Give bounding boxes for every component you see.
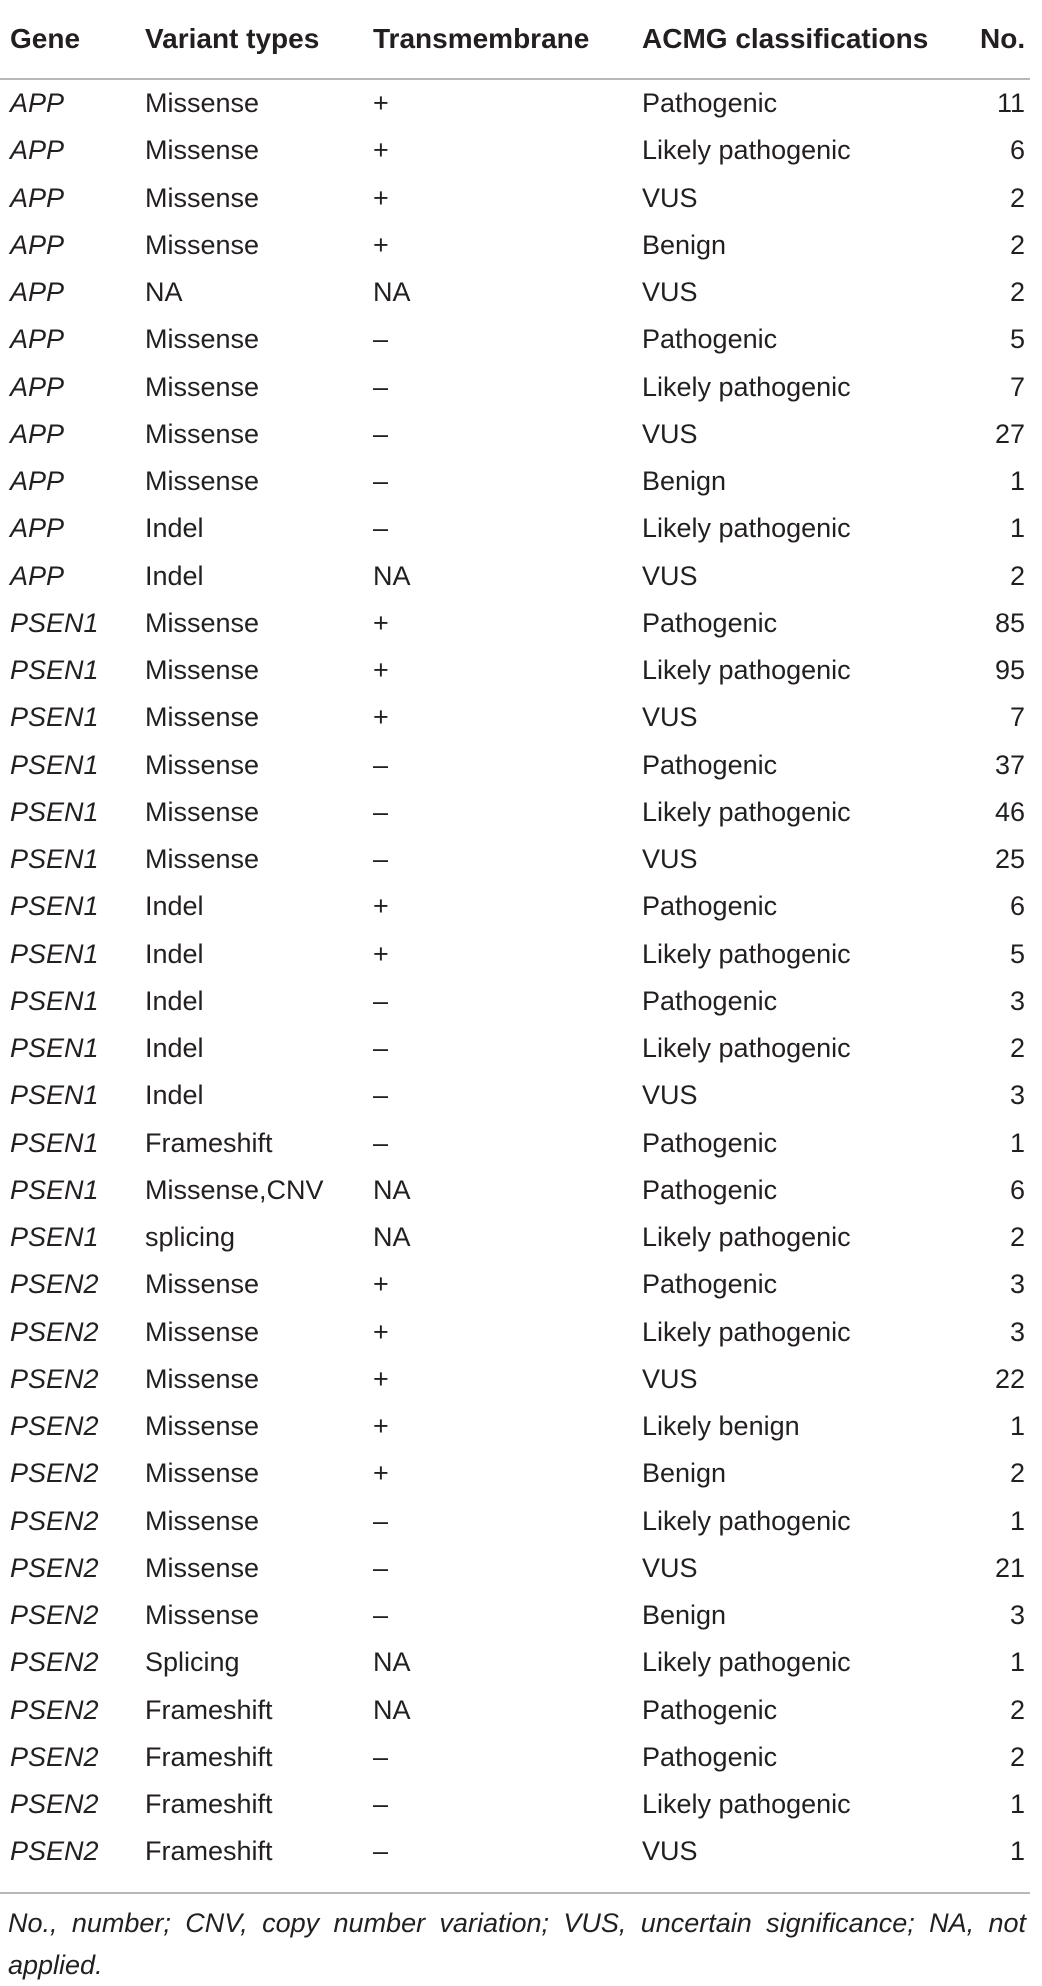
cell-variant-type: Missense xyxy=(145,1505,260,1536)
cell-acmg: VUS xyxy=(642,182,698,213)
table-row xyxy=(0,222,1030,269)
table-row xyxy=(0,553,1030,600)
table-row xyxy=(0,458,1030,505)
cell-variant-type: Frameshift xyxy=(145,1836,273,1867)
cell-transmembrane: – xyxy=(373,466,389,497)
cell-transmembrane: + xyxy=(373,655,389,686)
cell-number: 95 xyxy=(994,655,1025,686)
table-row xyxy=(0,883,1030,930)
cell-gene: PSEN2 xyxy=(10,1552,99,1583)
cell-variant-type: Missense xyxy=(145,607,260,638)
table-row xyxy=(0,364,1030,411)
cell-number: 6 xyxy=(1009,1174,1025,1205)
cell-number: 85 xyxy=(994,607,1025,638)
table-row xyxy=(0,316,1030,363)
cell-number: 1 xyxy=(1009,1789,1025,1820)
cell-gene: PSEN2 xyxy=(10,1411,99,1442)
cell-variant-type: Missense xyxy=(145,796,260,827)
cell-gene: PSEN2 xyxy=(10,1269,99,1300)
cell-transmembrane: + xyxy=(373,1411,389,1442)
cell-number: 1 xyxy=(1009,1411,1025,1442)
cell-acmg: VUS xyxy=(642,1080,698,1111)
cell-gene: PSEN2 xyxy=(10,1505,99,1536)
table-row xyxy=(0,1781,1030,1828)
table-bottom-rule xyxy=(0,1892,1030,1894)
cell-transmembrane: – xyxy=(373,844,389,875)
cell-number: 3 xyxy=(1009,1600,1025,1631)
cell-variant-type: splicing xyxy=(145,1222,236,1253)
table-row xyxy=(0,931,1030,978)
cell-transmembrane: – xyxy=(373,1033,389,1064)
cell-gene: PSEN2 xyxy=(10,1741,99,1772)
cell-transmembrane: + xyxy=(373,938,389,969)
cell-variant-type: NA xyxy=(145,277,183,308)
cell-number: 2 xyxy=(1009,1694,1025,1725)
cell-transmembrane: + xyxy=(373,135,389,166)
cell-variant-type: Missense xyxy=(145,182,260,213)
table-row xyxy=(0,1025,1030,1072)
cell-transmembrane: – xyxy=(373,1080,389,1111)
cell-variant-type: Missense xyxy=(145,702,260,733)
cell-gene: PSEN1 xyxy=(10,1174,99,1205)
table-row xyxy=(0,1498,1030,1545)
cell-gene: PSEN1 xyxy=(10,607,99,638)
cell-acmg: VUS xyxy=(642,844,698,875)
table-row xyxy=(0,127,1030,174)
cell-transmembrane: – xyxy=(373,1505,389,1536)
cell-acmg: Pathogenic xyxy=(642,607,778,638)
cell-gene: APP xyxy=(10,135,65,166)
table-row xyxy=(0,175,1030,222)
cell-acmg: Pathogenic xyxy=(642,324,778,355)
cell-variant-type: Missense xyxy=(145,655,260,686)
cell-variant-type: Missense xyxy=(145,324,260,355)
cell-acmg: VUS xyxy=(642,560,698,591)
cell-acmg: Likely pathogenic xyxy=(642,1505,851,1536)
cell-transmembrane: + xyxy=(373,1458,389,1489)
cell-acmg: Benign xyxy=(642,1458,727,1489)
cell-acmg: Likely pathogenic xyxy=(642,371,851,402)
cell-transmembrane: – xyxy=(373,1552,389,1583)
cell-transmembrane: + xyxy=(373,182,389,213)
cell-acmg: VUS xyxy=(642,277,698,308)
table-row xyxy=(0,505,1030,552)
cell-variant-type: Missense xyxy=(145,1269,260,1300)
header-row xyxy=(0,0,1030,79)
cell-acmg: Likely benign xyxy=(642,1411,800,1442)
cell-number: 1 xyxy=(1009,513,1025,544)
cell-acmg: Likely pathogenic xyxy=(642,1033,851,1064)
cell-acmg: VUS xyxy=(642,1836,698,1867)
cell-gene: PSEN2 xyxy=(10,1316,99,1347)
cell-acmg: Pathogenic xyxy=(642,1269,778,1300)
cell-gene: PSEN1 xyxy=(10,985,99,1016)
cell-transmembrane: NA xyxy=(373,277,411,308)
cell-transmembrane: – xyxy=(373,749,389,780)
cell-gene: PSEN2 xyxy=(10,1647,99,1678)
cell-acmg: Likely pathogenic xyxy=(642,938,851,969)
cell-acmg: Likely pathogenic xyxy=(642,1647,851,1678)
cell-gene: PSEN2 xyxy=(10,1694,99,1725)
cell-gene: APP xyxy=(10,182,65,213)
cell-gene: PSEN1 xyxy=(10,796,99,827)
cell-number: 3 xyxy=(1009,985,1025,1016)
table-row xyxy=(0,1450,1030,1497)
cell-variant-type: Missense xyxy=(145,1552,260,1583)
table-row xyxy=(0,694,1030,741)
table-row xyxy=(0,1734,1030,1781)
cell-variant-type: Missense,CNV xyxy=(145,1174,324,1205)
cell-acmg: Likely pathogenic xyxy=(642,1222,851,1253)
table-row xyxy=(0,269,1030,316)
cell-variant-type: Indel xyxy=(145,1080,204,1111)
cell-acmg: Pathogenic xyxy=(642,1694,778,1725)
cell-number: 6 xyxy=(1009,135,1025,166)
cell-variant-type: Indel xyxy=(145,560,204,591)
cell-transmembrane: – xyxy=(373,1600,389,1631)
cell-transmembrane: NA xyxy=(373,1647,411,1678)
table-body xyxy=(0,79,1030,1876)
header-variant-type: Variant types xyxy=(135,0,363,79)
cell-variant-type: Missense xyxy=(145,1411,260,1442)
cell-number: 1 xyxy=(1009,1505,1025,1536)
cell-acmg: Likely pathogenic xyxy=(642,1789,851,1820)
cell-gene: PSEN1 xyxy=(10,1222,99,1253)
cell-acmg: Likely pathogenic xyxy=(642,655,851,686)
cell-number: 1 xyxy=(1009,466,1025,497)
table-row xyxy=(0,1639,1030,1686)
cell-gene: PSEN1 xyxy=(10,938,99,969)
cell-number: 1 xyxy=(1009,1836,1025,1867)
cell-acmg: Pathogenic xyxy=(642,88,778,119)
cell-variant-type: Missense xyxy=(145,418,260,449)
cell-number: 2 xyxy=(1009,1741,1025,1772)
cell-transmembrane: + xyxy=(373,1363,389,1394)
cell-acmg: VUS xyxy=(642,418,698,449)
cell-transmembrane: + xyxy=(373,702,389,733)
cell-transmembrane: + xyxy=(373,229,389,260)
cell-gene: PSEN1 xyxy=(10,655,99,686)
header-gene: Gene xyxy=(0,0,135,79)
table-row xyxy=(0,742,1030,789)
cell-acmg: Likely pathogenic xyxy=(642,1316,851,1347)
table-row xyxy=(0,978,1030,1025)
cell-transmembrane: NA xyxy=(373,560,411,591)
cell-acmg: VUS xyxy=(642,1552,698,1583)
table-row xyxy=(0,1828,1030,1875)
cell-gene: PSEN2 xyxy=(10,1363,99,1394)
cell-transmembrane: – xyxy=(373,324,389,355)
cell-acmg: Benign xyxy=(642,1600,727,1631)
cell-number: 5 xyxy=(1009,324,1025,355)
cell-acmg: Pathogenic xyxy=(642,1127,778,1158)
cell-gene: PSEN1 xyxy=(10,1080,99,1111)
cell-transmembrane: – xyxy=(373,985,389,1016)
cell-gene: APP xyxy=(10,418,65,449)
cell-number: 22 xyxy=(994,1363,1025,1394)
cell-variant-type: Missense xyxy=(145,135,260,166)
table-row xyxy=(0,1309,1030,1356)
cell-transmembrane: + xyxy=(373,891,389,922)
table-footnote: No., number; CNV, copy number variation; VUS, uncertain significance; NA, not applied. xyxy=(8,1908,1026,1980)
table-row xyxy=(0,836,1030,883)
table-row xyxy=(0,1687,1030,1734)
cell-gene: PSEN2 xyxy=(10,1789,99,1820)
cell-variant-type: Missense xyxy=(145,749,260,780)
header-acmg: ACMG classifications xyxy=(632,0,980,79)
cell-number: 2 xyxy=(1009,560,1025,591)
cell-variant-type: Frameshift xyxy=(145,1127,273,1158)
cell-acmg: Pathogenic xyxy=(642,985,778,1016)
cell-variant-type: Missense xyxy=(145,466,260,497)
cell-number: 37 xyxy=(994,749,1025,780)
cell-number: 2 xyxy=(1009,229,1025,260)
table-row xyxy=(0,1356,1030,1403)
cell-number: 46 xyxy=(994,796,1025,827)
cell-variant-type: Missense xyxy=(145,88,260,119)
table-row xyxy=(0,1167,1030,1214)
cell-gene: PSEN1 xyxy=(10,702,99,733)
cell-number: 3 xyxy=(1009,1080,1025,1111)
table-row xyxy=(0,1214,1030,1261)
cell-transmembrane: – xyxy=(373,1127,389,1158)
cell-variant-type: Missense xyxy=(145,1316,260,1347)
cell-variant-type: Indel xyxy=(145,985,204,1016)
cell-number: 2 xyxy=(1009,1458,1025,1489)
cell-number: 1 xyxy=(1009,1127,1025,1158)
cell-number: 11 xyxy=(996,88,1025,119)
cell-gene: PSEN1 xyxy=(10,844,99,875)
cell-transmembrane: – xyxy=(373,1789,389,1820)
table-row xyxy=(0,600,1030,647)
cell-variant-type: Indel xyxy=(145,1033,204,1064)
cell-acmg: VUS xyxy=(642,1363,698,1394)
cell-number: 21 xyxy=(994,1552,1025,1583)
cell-gene: APP xyxy=(10,324,65,355)
cell-number: 25 xyxy=(994,844,1025,875)
cell-number: 27 xyxy=(994,418,1025,449)
cell-acmg: VUS xyxy=(642,702,698,733)
cell-transmembrane: + xyxy=(373,607,389,638)
cell-number: 2 xyxy=(1009,182,1025,213)
cell-variant-type: Indel xyxy=(145,891,204,922)
cell-acmg: Likely pathogenic xyxy=(642,513,851,544)
table-row xyxy=(0,1120,1030,1167)
cell-number: 2 xyxy=(1009,1222,1025,1253)
cell-number: 3 xyxy=(1009,1316,1025,1347)
table-row xyxy=(0,1403,1030,1450)
table-row xyxy=(0,1592,1030,1639)
cell-number: 2 xyxy=(1009,1033,1025,1064)
cell-transmembrane: – xyxy=(373,513,389,544)
cell-acmg: Likely pathogenic xyxy=(642,796,851,827)
cell-variant-type: Indel xyxy=(145,938,204,969)
cell-transmembrane: – xyxy=(373,418,389,449)
cell-gene: PSEN1 xyxy=(10,749,99,780)
table-header xyxy=(0,0,1030,79)
table-row xyxy=(0,79,1030,127)
cell-number: 3 xyxy=(1009,1269,1025,1300)
cell-variant-type: Frameshift xyxy=(145,1741,273,1772)
table-row xyxy=(0,1072,1030,1119)
cell-gene: PSEN2 xyxy=(10,1600,99,1631)
cell-gene: APP xyxy=(10,466,65,497)
cell-gene: PSEN1 xyxy=(10,1033,99,1064)
cell-gene: PSEN2 xyxy=(10,1836,99,1867)
cell-variant-type: Missense xyxy=(145,229,260,260)
cell-acmg: Pathogenic xyxy=(642,891,778,922)
cell-number: 7 xyxy=(1009,371,1025,402)
cell-gene: APP xyxy=(10,513,65,544)
cell-transmembrane: – xyxy=(373,1741,389,1772)
cell-variant-type: Missense xyxy=(145,1363,260,1394)
cell-variant-type: Missense xyxy=(145,844,260,875)
cell-transmembrane: NA xyxy=(373,1694,411,1725)
cell-acmg: Benign xyxy=(642,466,727,497)
cell-acmg: Pathogenic xyxy=(642,749,778,780)
cell-number: 2 xyxy=(1009,277,1025,308)
table-row xyxy=(0,1545,1030,1592)
cell-gene: APP xyxy=(10,88,65,119)
cell-variant-type: Frameshift xyxy=(145,1789,273,1820)
cell-variant-type: Missense xyxy=(145,1600,260,1631)
cell-transmembrane: – xyxy=(373,371,389,402)
cell-number: 1 xyxy=(1009,1647,1025,1678)
cell-variant-type: Splicing xyxy=(145,1647,240,1678)
table-row xyxy=(0,411,1030,458)
cell-transmembrane: – xyxy=(373,796,389,827)
header-number: No. xyxy=(980,0,1030,79)
cell-transmembrane: + xyxy=(373,1269,389,1300)
cell-variant-type: Indel xyxy=(145,513,204,544)
cell-gene: APP xyxy=(10,229,65,260)
cell-variant-type: Frameshift xyxy=(145,1694,273,1725)
table-row xyxy=(0,789,1030,836)
cell-acmg: Pathogenic xyxy=(642,1174,778,1205)
cell-variant-type: Missense xyxy=(145,371,260,402)
cell-variant-type: Missense xyxy=(145,1458,260,1489)
cell-gene: APP xyxy=(10,560,65,591)
table-row xyxy=(0,647,1030,694)
cell-transmembrane: NA xyxy=(373,1222,411,1253)
cell-gene: PSEN1 xyxy=(10,1127,99,1158)
cell-transmembrane: – xyxy=(373,1836,389,1867)
cell-transmembrane: + xyxy=(373,1316,389,1347)
cell-gene: PSEN2 xyxy=(10,1458,99,1489)
cell-acmg: Benign xyxy=(642,229,727,260)
cell-acmg: Likely pathogenic xyxy=(642,135,851,166)
cell-acmg: Pathogenic xyxy=(642,1741,778,1772)
table-row xyxy=(0,1261,1030,1308)
cell-transmembrane: NA xyxy=(373,1174,411,1205)
cell-number: 5 xyxy=(1009,938,1025,969)
cell-gene: APP xyxy=(10,371,65,402)
header-transmembrane: Transmembrane xyxy=(363,0,632,79)
cell-gene: PSEN1 xyxy=(10,891,99,922)
cell-transmembrane: + xyxy=(373,88,389,119)
cell-gene: APP xyxy=(10,277,65,308)
cell-number: 7 xyxy=(1009,702,1025,733)
cell-number: 6 xyxy=(1009,891,1025,922)
